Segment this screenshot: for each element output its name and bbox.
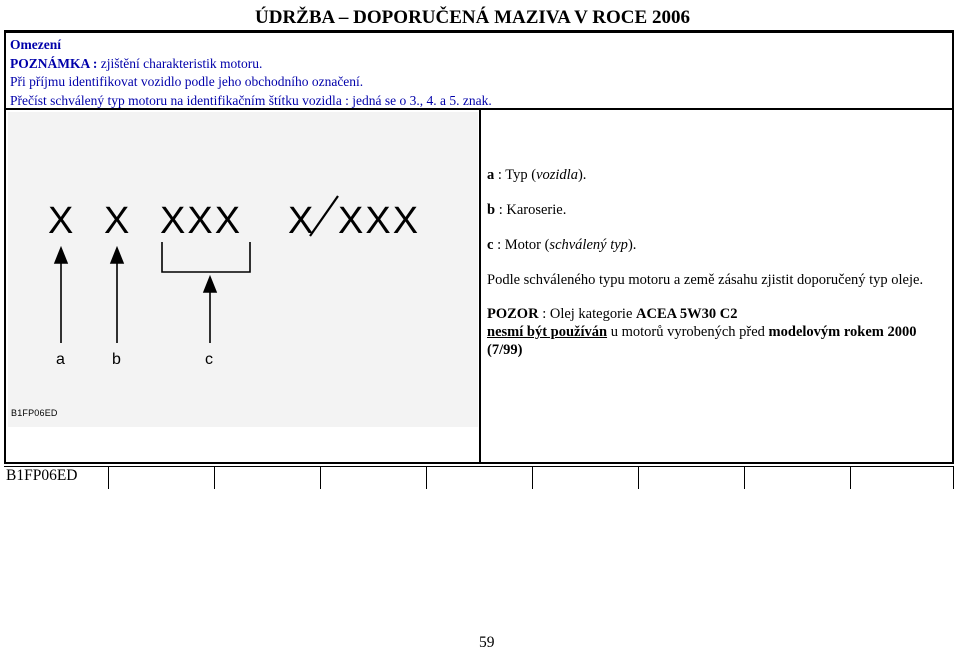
code-chars-5: XXX bbox=[338, 200, 421, 242]
figure-id: B1FP06ED bbox=[11, 408, 58, 418]
note-label: POZNÁMKA : bbox=[10, 55, 98, 71]
tab-cell bbox=[215, 467, 321, 489]
code-chars-c: XXX bbox=[160, 200, 243, 242]
warning-prohibition: nesmí být používán bbox=[487, 324, 608, 340]
legend-item-b: b : Karoserie. bbox=[487, 202, 567, 218]
legend-panel bbox=[487, 166, 932, 359]
model-year: modelovým rokem 2000 (7/99) bbox=[487, 324, 917, 358]
page-title: ÚDRŽBA – DOPORUČENÁ MAZIVA V ROCE 2006 bbox=[255, 7, 690, 28]
note-text: zjištění charakteristik motoru. bbox=[97, 55, 263, 71]
intro-block bbox=[10, 36, 492, 110]
legend-key-b: b bbox=[487, 202, 496, 218]
callout-b: b bbox=[112, 351, 121, 368]
warning-note: POZOR : Olej kategorie ACEA 5W30 C2 nesmí být používán u motorů vyrobených před modelovým rokem 2000 (7/99) bbox=[487, 306, 917, 358]
oil-instruction: Podle schváleného typu motoru a země zásahu zjistit doporučený typ oleje. bbox=[487, 272, 924, 288]
legend-key-c: c bbox=[487, 237, 494, 253]
page-number: 59 bbox=[479, 634, 495, 651]
arrow-c-head bbox=[204, 277, 216, 292]
code-char-b: X bbox=[104, 200, 130, 242]
engine-bracket bbox=[162, 242, 250, 272]
tab-cell bbox=[427, 467, 533, 489]
reference-tab-row bbox=[4, 466, 954, 489]
intro-line-3: Přečíst schválený typ motoru na identifikačním štítku vozidla : jedná se o 3., 4. a 5. znak. bbox=[10, 92, 492, 108]
arrow-b-head bbox=[111, 248, 123, 263]
oil-spec: ACEA 5W30 C2 bbox=[636, 306, 738, 322]
legend-item-a: a : Typ (vozidla). bbox=[487, 167, 587, 183]
section-heading: Omezení bbox=[10, 37, 61, 52]
engine-code-figure bbox=[8, 112, 478, 427]
callout-c: c bbox=[205, 351, 213, 368]
tab-cell bbox=[745, 467, 851, 489]
legend-key-a: a bbox=[487, 167, 495, 183]
arrow-a-head bbox=[55, 248, 67, 263]
warning-label: POZOR bbox=[487, 306, 539, 322]
column-divider bbox=[479, 108, 481, 464]
frame-top-rule bbox=[4, 30, 954, 33]
tab-label: B1FP06ED bbox=[6, 467, 78, 484]
callout-a: a bbox=[56, 351, 65, 368]
tab-cell bbox=[533, 467, 639, 489]
tab-cell bbox=[109, 467, 215, 489]
tab-cell bbox=[851, 467, 954, 489]
code-char-a: X bbox=[48, 200, 74, 242]
code-char-4: X bbox=[288, 200, 314, 242]
legend-item-c: c : Motor (schválený typ). bbox=[487, 237, 637, 253]
engine-code-diagram bbox=[8, 112, 478, 427]
code-slash bbox=[310, 196, 338, 236]
note-line bbox=[10, 55, 492, 74]
tab-cell bbox=[639, 467, 745, 489]
tab-cell bbox=[321, 467, 427, 489]
intro-line-2: Při příjmu identifikovat vozidlo podle jeho obchodního označení. bbox=[10, 74, 364, 90]
